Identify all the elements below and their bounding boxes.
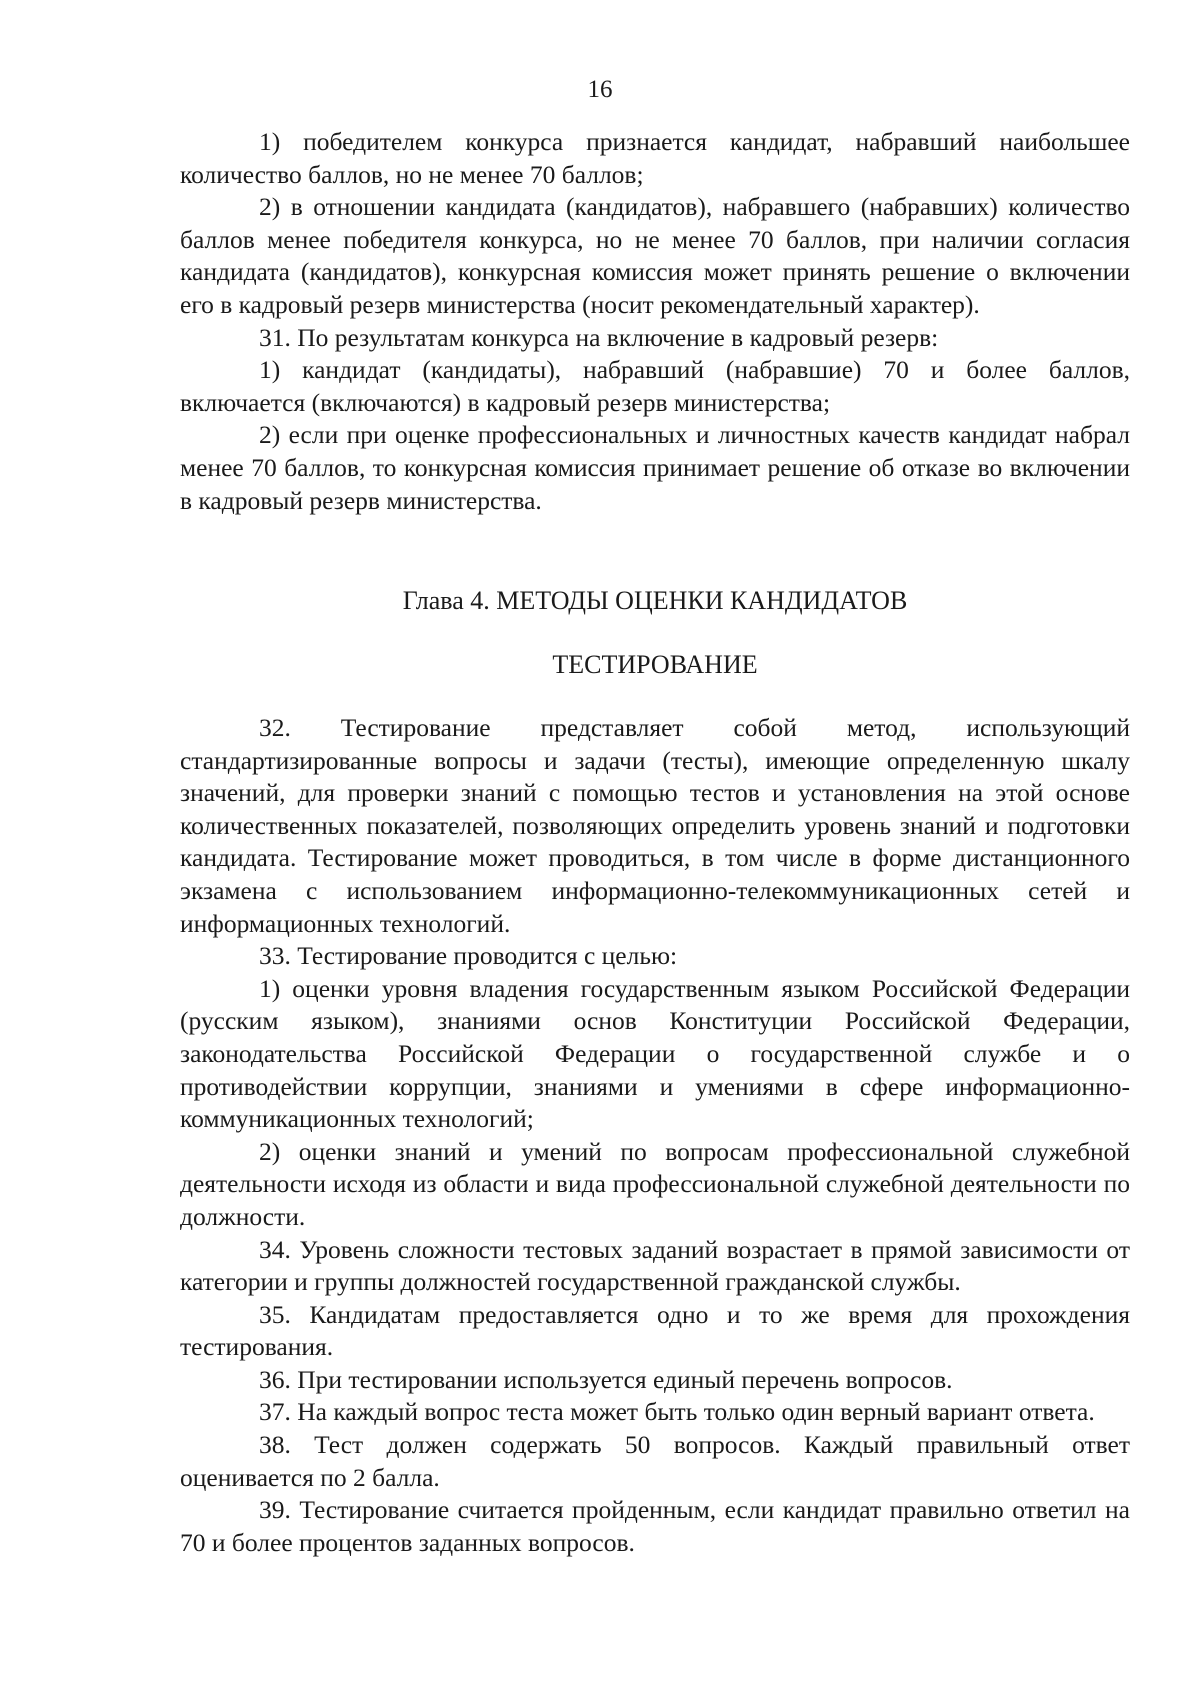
paragraph: 36. При тестировании используется единый перечень вопросов. [259, 1364, 953, 1394]
text-block-top [180, 126, 1130, 517]
paragraph: 1) кандидат (кандидаты), набравший (набравшие) 70 и более баллов, включается (включаются) в кадровый резерв министерства; [180, 355, 1130, 417]
paragraph: 2) если при оценке профессиональных и личностных качеств кандидат набрал менее 70 баллов, то конкурсная комиссия принимает решение об отказе во включении в кадровый резерв министерства. [180, 420, 1130, 515]
paragraph: 34. Уровень сложности тестовых заданий возрастает в прямой зависимости от категории и группы должностей государственной гражданской службы. [180, 1234, 1130, 1297]
paragraph: 39. Тестирование считается пройденным, если кандидат правильно ответил на 70 и более процентов заданных вопросов. [180, 1495, 1130, 1557]
paragraph: 31. По результатам конкурса на включение в кадровый резерв: [259, 322, 939, 352]
page-number: 16 [587, 76, 613, 103]
text-block-bottom [180, 712, 1130, 1559]
paragraph: 33. Тестирование проводится с целью: [259, 941, 678, 971]
paragraph: 38. Тест должен содержать 50 вопросов. Каждый правильный ответ оценивается по 2 балла. [180, 1430, 1130, 1492]
paragraph: 35. Кандидатам предоставляется одно и то же время для прохождения тестирования. [180, 1299, 1130, 1362]
paragraph: 2) в отношении кандидата (кандидатов), набравшего (набравших) количество баллов менее победителя конкурса, но не менее 70 баллов, при наличии согласия кандидата (кандидатов), конкурсная комиссия может принять решение о включении его в кадровый резерв министерства (носит рекомендательный характер). [180, 192, 1130, 319]
paragraph: 37. На каждый вопрос теста может быть только один верный вариант ответа. [259, 1397, 1095, 1427]
chapter-heading: Глава 4. МЕТОДЫ ОЦЕНКИ КАНДИДАТОВ [402, 586, 908, 615]
paragraph: 1) победителем конкурса признается кандидат, набравший наибольшее количество баллов, но не менее 70 баллов; [180, 127, 1130, 189]
paragraph: 1) оценки уровня владения государственным языком Российской Федерации (русским языком), знаниями основ Конституции Российской Федерации, законодательства Российской Федерации о государственной службе и о противодействии коррупции, знаниями и умениями в сфере информационно-коммуникационных технологий; [180, 973, 1130, 1134]
paragraph: 2) оценки знаний и умений по вопросам профессиональной служебной деятельности исходя из области и вида профессиональной служебной деятельности по должности. [180, 1136, 1130, 1231]
section-heading: ТЕСТИРОВАНИЕ [552, 650, 758, 679]
paragraph: 32. Тестирование представляет собой метод, использующий стандартизированные вопросы и задачи (тесты), имеющие определенную шкалу значений, для проверки знаний с помощью тестов и установления на этой основе количественных показателей, позволяющих определить уровень знаний и подготовки кандидата. Тестирование может проводиться, в том числе в форме дистанционного экзамена с использованием информационно-телекоммуникационных сетей и информационных технологий. [180, 713, 1130, 938]
